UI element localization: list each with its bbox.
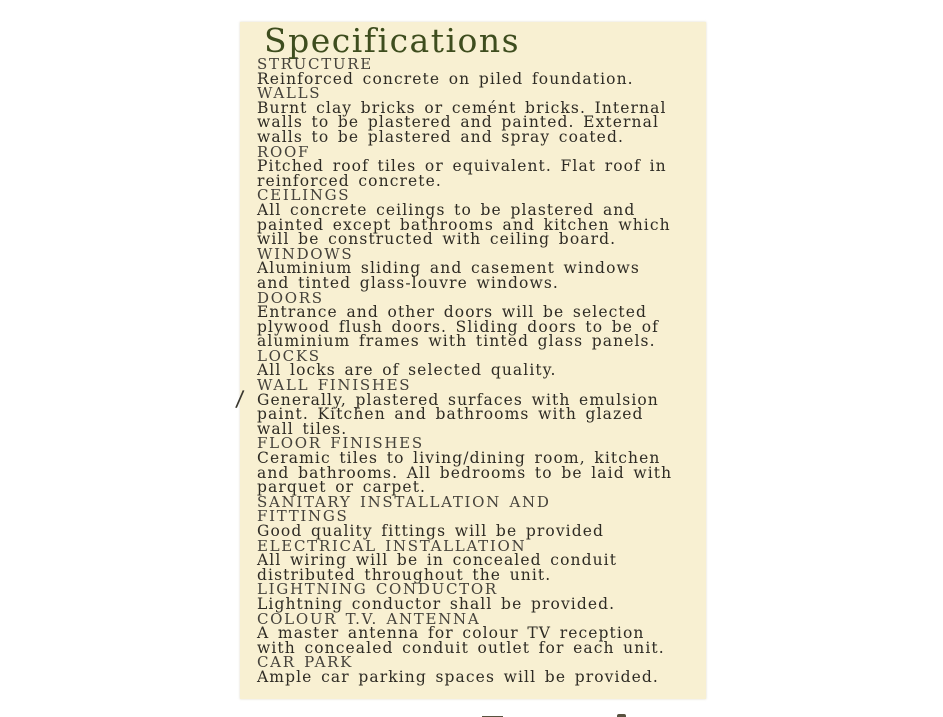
spec-text-line: Reinforced concrete on piled foundation. xyxy=(257,69,634,88)
spec-text-line: wall tiles. xyxy=(257,419,348,438)
section-heading: WALLS xyxy=(257,84,322,103)
section-heading: ELECTRICAL INSTALLATION xyxy=(257,536,527,555)
spec-text-line: All concrete ceilings to be plastered and xyxy=(257,200,636,219)
spec-text-line: Good quality fittings will be provided xyxy=(257,522,605,540)
spec-text-line: parquet or carpet. xyxy=(257,478,427,497)
spec-text-line: Ample car parking spaces will be provided. xyxy=(257,667,659,686)
spec-text-line: will be constructed with ceiling board. xyxy=(257,230,617,249)
specifications-column xyxy=(257,21,705,686)
spec-text-line: Entrance and other doors will be selected xyxy=(257,303,647,322)
spec-text-line: painted except bathrooms and kitchen which xyxy=(257,215,671,234)
spec-text-line: reinforced concrete. xyxy=(257,171,442,190)
spec-text-line: Aluminium sliding and casement windows xyxy=(257,259,640,278)
spec-text-line: Lightning conductor shall be provided. xyxy=(257,594,616,613)
spec-text-line: All locks are of selected quality. xyxy=(257,361,557,380)
section-heading: DOORS xyxy=(257,288,324,307)
section-heading: FLOOR FINISHES xyxy=(257,434,424,453)
section-heading: LOCKS xyxy=(257,346,321,365)
spec-text-line: paint. Kitchen and bathrooms with glazed xyxy=(257,405,644,424)
spec-text-line: Burnt clay bricks or cemént bricks. Internal xyxy=(257,98,667,117)
spec-text-line: walls to be plastered and painted. External xyxy=(257,113,660,132)
spec-text-line: All wiring will be in concealed conduit xyxy=(257,551,618,570)
section-heading: COLOUR T.V. ANTENNA xyxy=(257,609,481,628)
spec-text-line: and tinted glass-louvre windows. xyxy=(257,273,559,292)
spec-text-line: Pitched roof tiles or equivalent. Flat roof in xyxy=(257,157,667,176)
section-heading: WINDOWS xyxy=(257,244,354,263)
section-heading: CAR PARK xyxy=(257,653,354,672)
handwritten-slash-mark: / xyxy=(234,386,245,413)
section-heading: FITTINGS xyxy=(257,507,349,526)
page-title: Specifications xyxy=(264,21,521,60)
section-heading: SANITARY INSTALLATION AND xyxy=(257,492,551,511)
spec-text-line: A master antenna for colour TV reception xyxy=(257,624,645,643)
spec-lines xyxy=(257,57,705,685)
section-heading: CEILINGS xyxy=(257,186,351,205)
section-heading: WALL FINISHES xyxy=(257,376,412,395)
brochure-paper-panel xyxy=(240,22,706,699)
spec-text-line: Generally, plastered surfaces with emulsion xyxy=(257,390,659,409)
spec-text-line: plywood flush doors. Sliding doors to be of xyxy=(257,317,659,336)
section-heading: STRUCTURE xyxy=(257,55,373,73)
section-heading: ROOF xyxy=(257,142,311,161)
spec-text-line: with concealed conduit outlet for each unit. xyxy=(257,638,665,657)
spec-text-line: distributed throughout the unit. xyxy=(257,565,552,584)
spec-text-line: and bathrooms. All bedrooms to be laid with xyxy=(257,463,673,482)
spec-text-line: aluminium frames with tinted glass panels. xyxy=(257,332,656,351)
section-heading: LIGHTNING CONDUCTOR xyxy=(257,580,498,599)
spec-text-line: Ceramic tiles to living/dining room, kitchen xyxy=(257,449,661,468)
spec-text-line: walls to be plastered and spray coated. xyxy=(257,127,625,146)
